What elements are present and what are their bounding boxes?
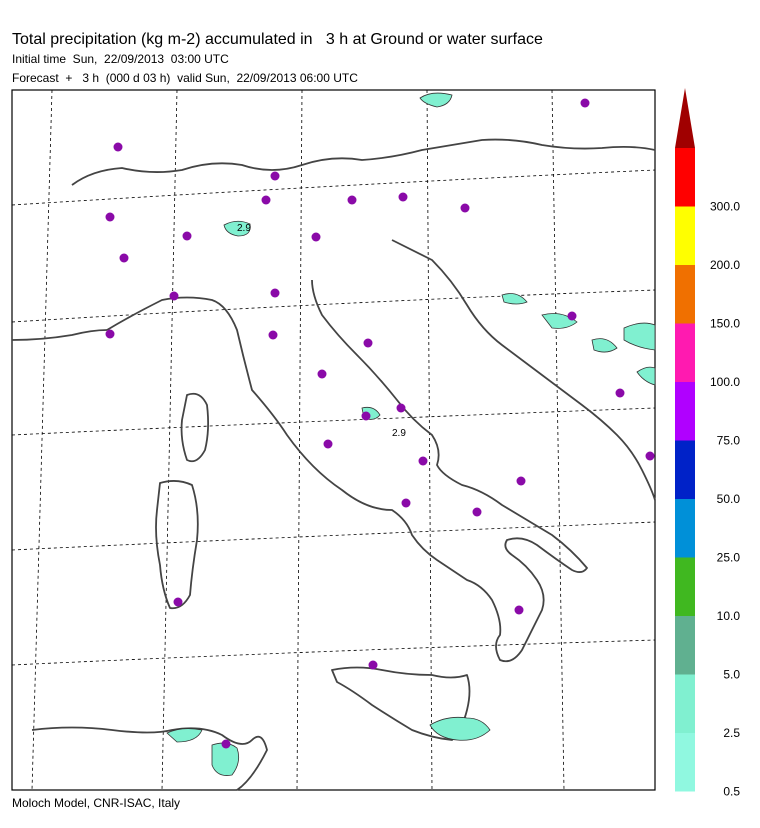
station-dot: [348, 196, 357, 205]
legend-label: 10.0: [716, 609, 740, 623]
legend-swatch: [675, 382, 695, 441]
station-dot: [318, 370, 327, 379]
station-dot: [269, 331, 278, 340]
station-dot: [399, 193, 408, 202]
legend-label: 5.0: [723, 667, 740, 682]
precip-legend: [660, 80, 760, 799]
station-dot: [581, 99, 590, 108]
station-dot: [170, 292, 179, 301]
station-dot: [369, 661, 378, 670]
legend-swatch: [675, 733, 695, 792]
legend-label: 300.0: [709, 199, 740, 214]
station-dot: [174, 598, 183, 607]
legend-label: 200.0: [709, 258, 740, 272]
station-dot: [461, 204, 470, 213]
legend-swatch: [675, 265, 695, 324]
legend-swatch: [675, 675, 695, 734]
station-dot: [362, 412, 371, 421]
legend-labels: [710, 200, 740, 799]
station-dot: [262, 196, 271, 205]
legend-swatch: [675, 324, 695, 383]
station-dot: [473, 508, 482, 517]
station-dot: [120, 254, 129, 263]
station-dot: [271, 289, 280, 298]
station-dot: [183, 232, 192, 241]
station-dot: [106, 330, 115, 339]
legend-swatch: [675, 616, 695, 675]
station-dot: [646, 452, 655, 461]
contour-label: 2.9: [237, 223, 251, 234]
legend-label: 75.0: [716, 433, 740, 448]
station-dot: [517, 477, 526, 486]
station-dot: [419, 457, 428, 466]
station-dot: [324, 440, 333, 449]
page-title: Total precipitation (kg m-2) accumulated in 3 h at Ground or water surface: [12, 31, 543, 48]
station-dot: [222, 740, 231, 749]
forecast-valid-label: Forecast + 3 h (000 d 03 h) valid Sun, 22/09/2013 06:00 UTC: [12, 71, 358, 85]
station-dot: [616, 389, 625, 398]
legend-label: 150.0: [709, 316, 740, 331]
station-dot: [106, 213, 115, 222]
contour-label: 2.9: [392, 428, 406, 439]
legend-label: 100.0: [709, 375, 740, 389]
legend-swatch: [675, 441, 695, 500]
model-credit: Moloch Model, CNR-ISAC, Italy: [12, 796, 181, 810]
station-dot: [271, 172, 280, 181]
legend-swatch: [675, 499, 695, 558]
station-dot: [114, 143, 123, 152]
legend-label: 2.5: [723, 726, 740, 740]
legend-label: 50.0: [716, 492, 740, 506]
station-dot: [402, 499, 411, 508]
legend-label: 0.5: [723, 784, 740, 799]
legend-swatch: [675, 148, 695, 207]
station-dot: [364, 339, 373, 348]
legend-bars: [675, 148, 695, 792]
initial-time-label: Initial time Sun, 22/09/2013 03:00 UTC: [12, 52, 229, 66]
map-frame: [12, 90, 655, 790]
legend-swatch: [675, 558, 695, 617]
legend-arrow: [675, 88, 695, 148]
station-dot: [568, 312, 577, 321]
legend-label: 25.0: [716, 550, 740, 565]
station-dot: [515, 606, 524, 615]
station-dot: [397, 404, 406, 413]
station-dot: [312, 233, 321, 242]
precipitation-map: [12, 90, 655, 790]
legend-swatch: [675, 207, 695, 266]
